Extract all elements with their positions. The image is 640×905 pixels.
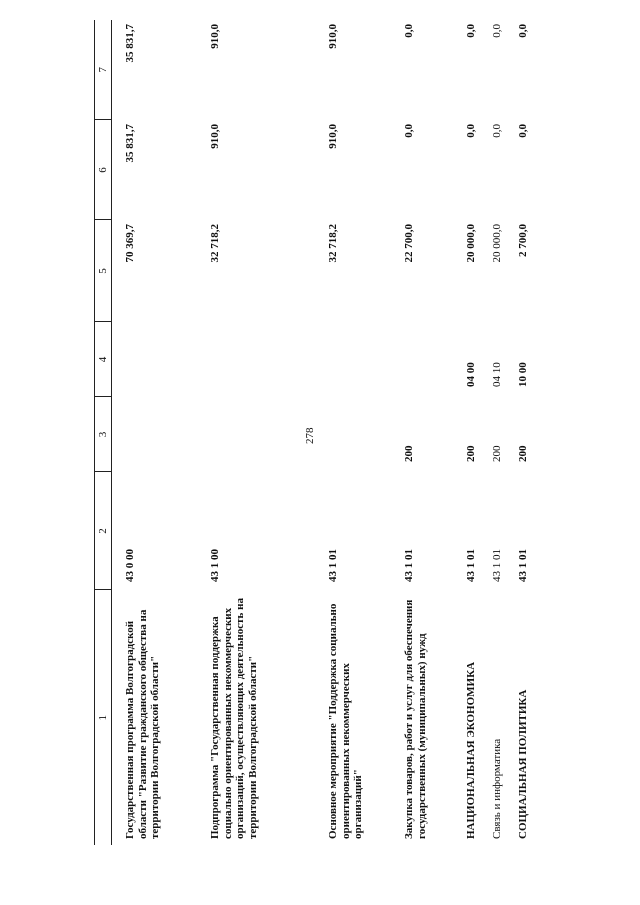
row-name: НАЦИОНАЛЬНАЯ ЭКОНОМИКА (465, 661, 477, 839)
row-section: 10 00 (517, 362, 529, 387)
row-target-code: 43 1 00 (209, 549, 221, 582)
row-section (403, 322, 465, 397)
row-amount-6: 0,0 (491, 124, 503, 138)
row-amount-6: 0,0 (517, 124, 529, 138)
row-target-code: 43 1 01 (517, 549, 529, 582)
row-amount-7: 35 831,7 (124, 24, 136, 63)
page-number: 278 (304, 427, 316, 444)
row-expense-type (327, 397, 403, 472)
row-name: Государственная программа Волгоградской области "Развитие гражданского общества на территории Волгоградской области" (124, 609, 162, 839)
table-body (112, 20, 542, 845)
row-amount-6: 0,0 (465, 124, 477, 138)
row-amount-5: 32 718,2 (209, 224, 221, 263)
row-section (112, 322, 210, 397)
row-target-code: 43 1 01 (465, 549, 477, 582)
row-target-code: 43 1 01 (403, 549, 415, 582)
column-header-5: 5 (95, 220, 112, 322)
table-row (209, 20, 327, 845)
row-amount-7: 910,0 (209, 24, 221, 49)
row-amount-5: 32 718,2 (327, 224, 339, 263)
row-amount-7: 0,0 (465, 24, 477, 38)
row-name: Основное мероприятие "Поддержка социально ориентированных некоммерческих организаций" (327, 603, 365, 839)
row-expense-type (209, 397, 327, 472)
column-header-7: 7 (95, 20, 112, 120)
row-expense-type: 200 (403, 445, 415, 462)
row-amount-5: 70 369,7 (124, 224, 136, 263)
row-section (327, 322, 403, 397)
row-name: Закупка товаров, работ и услуг для обеспечения государственных (муниципальных) нужд (403, 599, 428, 839)
row-amount-5: 2 700,0 (517, 224, 529, 257)
row-expense-type (112, 397, 210, 472)
row-expense-type: 200 (491, 445, 503, 462)
row-name: Связь и информатика (491, 738, 503, 839)
row-amount-6: 910,0 (327, 124, 339, 149)
table-row (112, 20, 210, 845)
table-row (403, 20, 465, 845)
column-header-3: 3 (95, 397, 112, 472)
row-amount-6: 35 831,7 (124, 124, 136, 163)
row-section: 04 00 (465, 362, 477, 387)
row-target-code: 43 0 00 (124, 549, 136, 582)
row-amount-7: 910,0 (327, 24, 339, 49)
row-amount-5: 20 000,0 (491, 224, 503, 263)
row-section (209, 322, 327, 397)
column-header-1: 1 (95, 590, 112, 845)
row-amount-5: 20 000,0 (465, 224, 477, 263)
row-amount-7: 0,0 (403, 24, 415, 38)
table-row (517, 20, 541, 845)
row-amount-6: 910,0 (209, 124, 221, 149)
rotated-table-container (94, 20, 629, 845)
row-amount-7: 0,0 (517, 24, 529, 38)
row-section: 04 10 (491, 362, 503, 387)
row-amount-6: 0,0 (403, 124, 415, 138)
row-amount-7: 0,0 (491, 24, 503, 38)
column-header-2: 2 (95, 472, 112, 590)
column-header-6: 6 (95, 120, 112, 220)
table-row (327, 20, 403, 845)
row-amount-5: 22 700,0 (403, 224, 415, 263)
row-expense-type: 200 (517, 445, 529, 462)
row-target-code: 43 1 01 (327, 549, 339, 582)
row-target-code: 43 1 01 (491, 549, 503, 582)
table-row (465, 20, 491, 845)
table-header (95, 20, 112, 845)
row-expense-type: 200 (465, 445, 477, 462)
header-row (95, 20, 112, 845)
column-header-4: 4 (95, 322, 112, 397)
row-name: СОЦИАЛЬНАЯ ПОЛИТИКА (517, 689, 529, 839)
budget-table (94, 20, 541, 845)
table-row (491, 20, 517, 845)
row-name: Подпрограмма "Государственная поддержка социально ориентированных некоммерческих организаций, осуществляющих деятельность на территории Волгоградской области" (209, 598, 259, 839)
